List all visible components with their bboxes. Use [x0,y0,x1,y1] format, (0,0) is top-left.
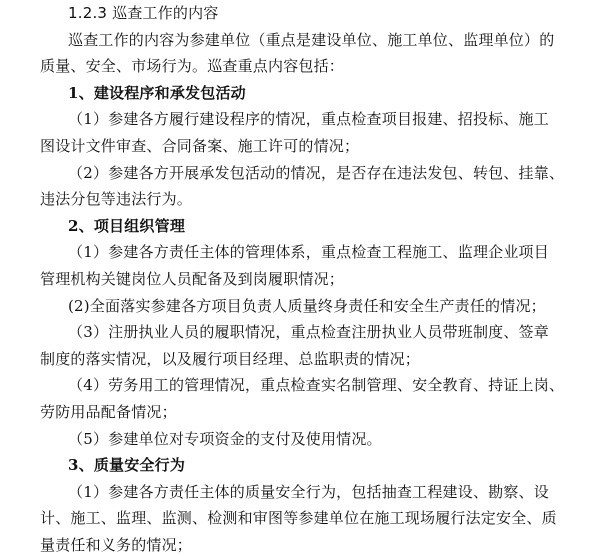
s3-line-2: 计、施工、监理、监测、检测和审图等参建单位在施工现场履行法定安全、质 [40,509,557,528]
s3-line-3: 量责任和义务的情况； [40,536,193,554]
s1-line-3: （2）参建各方开展承发包活动的情况，是否存在违法发包、转包、挂靠、 [68,163,565,182]
s2-line-4: （3）注册执业人员的履职情况，重点检查注册执业人员带班制度、签章 [68,323,549,342]
s1-line-1: （1）参建各方履行建设程序的情况，重点检查项目报建、招投标、施工 [68,110,549,129]
section-title: 1.2.3 巡查工作的内容 [68,4,219,22]
s1-line-2: 图设计文件审查、合同备案、施工许可的情况； [40,137,360,155]
s2-line-5: 制度的落实情况，以及履行项目经理、总监职责的情况； [40,349,421,368]
s2-line-3: (2)全面落实参建各方项目负责人质量终身责任和安全生产责任的情况； [68,296,546,315]
s2-line-2: 管理机构关键岗位人员配备及到岗履职情况； [40,270,345,288]
heading-construction-procedure: 1、建设程序和承发包活动 [68,83,246,102]
heading-quality-safety: 3、质量安全行为 [68,456,186,475]
heading-project-organization: 2、项目组织管理 [68,216,186,235]
intro-line-2: 质量、安全、市场行为。巡查重点内容包括： [40,57,345,76]
s2-line-7: 劳防用品配备情况； [40,403,177,421]
s2-line-1: （1）参建各方责任主体的管理体系，重点检查工程施工、监理企业项目 [68,243,549,262]
s3-line-1: （1）参建各方责任主体的质量安全行为，包括抽查工程建设、勘察、设 [68,482,549,501]
s1-line-4: 违法分包等违法行为。 [40,190,193,209]
s2-line-6: （4）劳务用工的管理情况，重点检查实名制管理、安全教育、持证上岗、 [68,376,565,395]
intro-line-1: 巡查工作的内容为参建单位（重点是建设单位、施工单位、监理单位）的 [68,30,555,49]
s2-line-8: （5）参建单位对专项资金的支付及使用情况。 [68,429,382,448]
